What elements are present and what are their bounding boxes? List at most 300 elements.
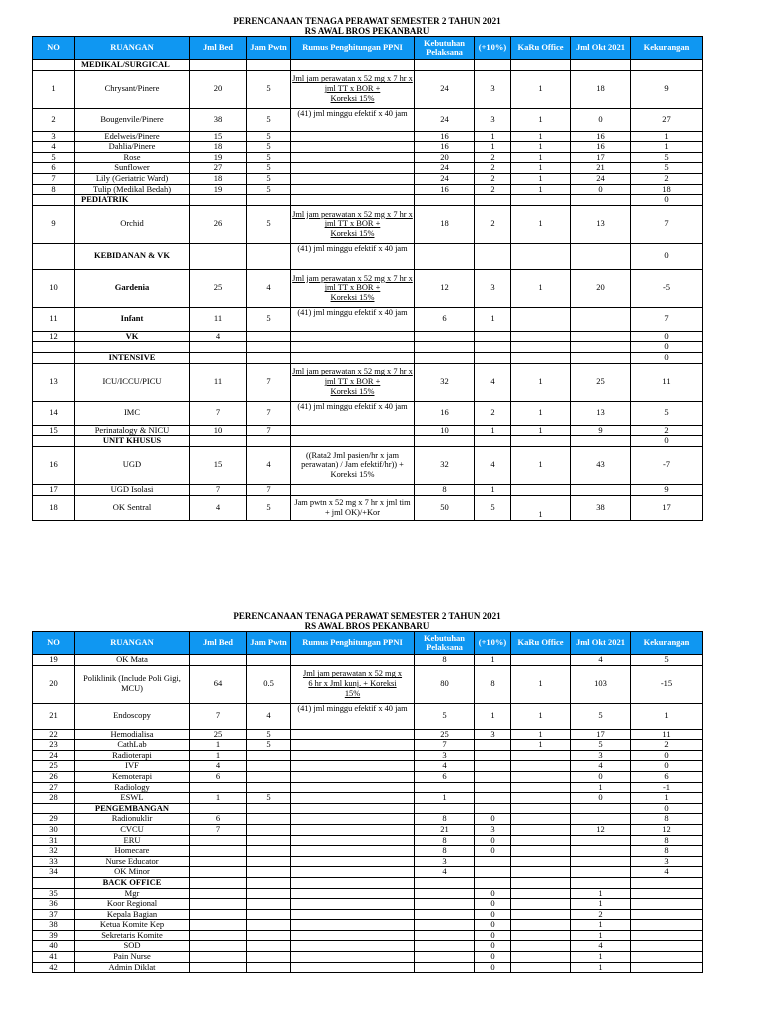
col-no: NO <box>33 37 75 60</box>
table-cell <box>631 941 703 952</box>
table-cell: IVF <box>75 761 190 772</box>
table-cell: Nurse Educator <box>75 856 190 867</box>
table-cell <box>511 909 571 920</box>
table-cell: 1 <box>631 142 703 153</box>
section-kebidanan: KEBIDANAN & VK <box>75 243 190 269</box>
table-cell: 0 <box>475 920 511 931</box>
staffing-table-2 <box>32 631 703 973</box>
table-row <box>33 814 703 825</box>
table-cell <box>511 888 571 899</box>
table-cell <box>475 867 511 878</box>
table-cell: 9 <box>631 484 703 495</box>
table-row <box>33 824 703 835</box>
table-row <box>33 740 703 751</box>
table-cell: 30 <box>33 824 75 835</box>
table-cell <box>631 899 703 910</box>
table-cell: CVCU <box>75 824 190 835</box>
section-back-office: BACK OFFICE <box>75 877 190 888</box>
table-row <box>33 307 703 331</box>
table-cell <box>511 867 571 878</box>
table-cell: 6 <box>415 307 475 331</box>
table-cell: 17 <box>33 484 75 495</box>
table-cell: 32 <box>415 446 475 484</box>
table-cell: 27 <box>631 108 703 131</box>
table-cell: 12 <box>571 824 631 835</box>
table-cell <box>475 793 511 804</box>
table-cell: 1 <box>571 782 631 793</box>
table-cell: 0 <box>475 899 511 910</box>
table-cell <box>511 655 571 666</box>
table-cell: 0 <box>475 888 511 899</box>
table-cell: 32 <box>415 363 475 401</box>
table-cell: 5 <box>247 163 291 174</box>
table-cell <box>247 867 291 878</box>
table-cell: Kemoterapi <box>75 771 190 782</box>
table-cell: 1 <box>475 142 511 153</box>
page-2 <box>32 611 702 973</box>
section-row <box>33 436 703 447</box>
table-cell <box>247 930 291 941</box>
table-cell: 25 <box>415 729 475 740</box>
table-cell: 1 <box>475 703 511 729</box>
table-cell: 1 <box>511 363 571 401</box>
table-cell: Endoscopy <box>75 703 190 729</box>
table-cell: 5 <box>631 152 703 163</box>
table-cell: 4 <box>247 446 291 484</box>
table-cell: 9 <box>631 70 703 108</box>
col-no: NO <box>33 632 75 655</box>
table-cell: 0 <box>631 761 703 772</box>
table-cell <box>571 331 631 342</box>
section-pediatrik: PEDIATRIK <box>75 195 190 206</box>
table-cell: UGD Isolasi <box>75 484 190 495</box>
table-cell <box>475 331 511 342</box>
table-cell <box>291 729 415 740</box>
table-cell: 4 <box>571 655 631 666</box>
table-cell: 20 <box>571 269 631 307</box>
table-cell: Koor Regional <box>75 899 190 910</box>
table-cell: 1 <box>511 142 571 153</box>
table-cell <box>511 941 571 952</box>
table-cell: 2 <box>571 909 631 920</box>
table-cell: 6 <box>33 163 75 174</box>
col-kekurangan: Kekurangan <box>631 37 703 60</box>
table-cell: 11 <box>190 363 247 401</box>
table-cell: 24 <box>571 173 631 184</box>
table-cell: 5 <box>415 703 475 729</box>
page-1 <box>32 16 702 521</box>
table-cell <box>190 243 247 269</box>
table-cell: OK Minor <box>75 867 190 878</box>
table-cell: 8 <box>415 484 475 495</box>
formula-cell: (41) jml minggu efektif x 40 jam <box>291 401 415 425</box>
table-cell: 5 <box>247 152 291 163</box>
table-cell: 12 <box>631 824 703 835</box>
table-cell: 0 <box>631 243 703 269</box>
section-row <box>33 352 703 363</box>
table-cell: 27 <box>190 163 247 174</box>
table-row <box>33 70 703 108</box>
table-cell <box>415 920 475 931</box>
table-cell: 24 <box>415 70 475 108</box>
table-cell <box>475 750 511 761</box>
table-cell: 17 <box>571 729 631 740</box>
table-cell <box>190 352 247 363</box>
table-cell: 8 <box>631 835 703 846</box>
table-cell <box>475 60 511 71</box>
table-cell: Hemodialisa <box>75 729 190 740</box>
formula-cell: Jml jam perawatan x 52 mg x 7 hr x jml TT x BOR + Koreksi 15% <box>291 269 415 307</box>
table-cell: Poliklinik (Include Poli Gigi, MCU) <box>75 665 190 703</box>
table-cell <box>415 331 475 342</box>
table-cell: Pain Nurse <box>75 952 190 963</box>
table-cell <box>247 877 291 888</box>
table-cell: 16 <box>571 142 631 153</box>
table-cell: 7 <box>631 307 703 331</box>
table-cell: 9 <box>571 425 631 436</box>
table-cell: 3 <box>33 131 75 142</box>
table-cell: 32 <box>33 846 75 857</box>
table-row <box>33 941 703 952</box>
table-cell: 11 <box>190 307 247 331</box>
table-row <box>33 750 703 761</box>
table-cell: 12 <box>33 331 75 342</box>
table-cell: 5 <box>247 184 291 195</box>
table-cell: 25 <box>190 269 247 307</box>
table-cell: 27 <box>33 782 75 793</box>
table-cell: Perinatalogy & NICU <box>75 425 190 436</box>
table-cell <box>475 761 511 772</box>
table-cell: 34 <box>33 867 75 878</box>
table-cell: 8 <box>415 655 475 666</box>
table-row <box>33 184 703 195</box>
table-cell: 0 <box>631 750 703 761</box>
table-row <box>33 846 703 857</box>
formula-cell: (41) jml minggu efektif x 40 jam <box>291 243 415 269</box>
table-cell <box>33 436 75 447</box>
table-cell: 8 <box>415 814 475 825</box>
table-cell: ICU/ICCU/PICU <box>75 363 190 401</box>
table-cell <box>291 152 415 163</box>
table-cell: 16 <box>33 446 75 484</box>
table-cell: 1 <box>511 425 571 436</box>
table-cell: 1 <box>511 269 571 307</box>
table-cell: 20 <box>190 70 247 108</box>
table-cell: 7 <box>631 205 703 243</box>
table-cell: 8 <box>631 814 703 825</box>
table-cell <box>33 60 75 71</box>
table-cell <box>291 60 415 71</box>
table-cell <box>631 877 703 888</box>
table-cell <box>511 856 571 867</box>
table-cell <box>291 173 415 184</box>
table-cell: ESWL <box>75 793 190 804</box>
table-cell <box>247 824 291 835</box>
table-cell: 1 <box>475 131 511 142</box>
table-cell <box>247 888 291 899</box>
table-row <box>33 793 703 804</box>
table-row <box>33 729 703 740</box>
table-cell <box>291 331 415 342</box>
hospital-name: RS AWAL BROS PEKANBARU <box>304 621 430 631</box>
table-cell: 1 <box>571 962 631 973</box>
table-row <box>33 205 703 243</box>
table-cell <box>190 962 247 973</box>
table-cell: 4 <box>190 761 247 772</box>
table-row <box>33 771 703 782</box>
table-cell <box>511 195 571 206</box>
table-cell <box>291 888 415 899</box>
table-cell: 19 <box>190 184 247 195</box>
col-jml-bed: Jml Bed <box>190 632 247 655</box>
table-cell: Homecare <box>75 846 190 857</box>
table-cell <box>247 846 291 857</box>
table-cell: Gardenia <box>75 269 190 307</box>
table-cell <box>475 342 511 353</box>
table-cell: 0 <box>475 846 511 857</box>
table-cell <box>247 243 291 269</box>
table-cell: 7 <box>190 703 247 729</box>
table-cell <box>631 888 703 899</box>
table-cell: 5 <box>571 740 631 751</box>
table-row <box>33 173 703 184</box>
table-cell: 8 <box>415 846 475 857</box>
table-cell: 7 <box>247 363 291 401</box>
table-cell: 39 <box>33 930 75 941</box>
table-cell <box>291 425 415 436</box>
table-cell <box>571 352 631 363</box>
table-cell: 0 <box>475 962 511 973</box>
table-cell: 0 <box>475 952 511 963</box>
table-cell: 6 <box>415 771 475 782</box>
table-cell: 1 <box>571 920 631 931</box>
table-cell <box>291 142 415 153</box>
table-cell <box>247 342 291 353</box>
table-cell: 0 <box>631 803 703 814</box>
table-cell: ERU <box>75 835 190 846</box>
table-cell <box>247 803 291 814</box>
table-cell: 2 <box>631 425 703 436</box>
table-cell: 1 <box>475 484 511 495</box>
table-cell: SOD <box>75 941 190 952</box>
table-cell: 25 <box>571 363 631 401</box>
table-cell: 4 <box>33 142 75 153</box>
table-cell: 5 <box>247 205 291 243</box>
table-cell <box>631 920 703 931</box>
table-cell: 5 <box>247 142 291 153</box>
col-karu: KaRu Office <box>511 37 571 60</box>
table-cell <box>571 814 631 825</box>
section-pengembangan: PENGEMBANGAN <box>75 803 190 814</box>
table-cell <box>511 962 571 973</box>
table-cell <box>511 846 571 857</box>
table-cell: 3 <box>475 824 511 835</box>
table-cell: 6 <box>631 771 703 782</box>
table-cell: 15 <box>190 446 247 484</box>
table-cell <box>511 352 571 363</box>
table-cell <box>291 899 415 910</box>
table-cell <box>415 962 475 973</box>
table-row <box>33 856 703 867</box>
table-cell <box>190 930 247 941</box>
table-cell: 3 <box>475 70 511 108</box>
table-row <box>33 835 703 846</box>
table-cell <box>291 920 415 931</box>
table-cell <box>247 771 291 782</box>
table-cell: 1 <box>511 665 571 703</box>
document-title: PERENCANAAN TENAGA PERAWAT SEMESTER 2 TAHUN 2021 <box>233 16 501 26</box>
table-cell: 11 <box>631 729 703 740</box>
table-cell <box>475 856 511 867</box>
table-row <box>33 952 703 963</box>
table-cell <box>291 740 415 751</box>
table-row <box>33 142 703 153</box>
table-cell <box>415 195 475 206</box>
table-cell: 4 <box>571 941 631 952</box>
table-cell: 0 <box>475 814 511 825</box>
table-cell: 2 <box>475 163 511 174</box>
table-cell <box>247 920 291 931</box>
table-cell <box>511 436 571 447</box>
table-cell <box>190 60 247 71</box>
table-cell: 64 <box>190 665 247 703</box>
table-cell: 7 <box>247 425 291 436</box>
table-cell <box>247 952 291 963</box>
table-cell: 1 <box>631 703 703 729</box>
table-cell: 1 <box>511 740 571 751</box>
table-cell: 4 <box>571 761 631 772</box>
table-cell <box>571 846 631 857</box>
table-cell: 19 <box>33 655 75 666</box>
table-cell: 8 <box>33 184 75 195</box>
table-cell: 4 <box>247 703 291 729</box>
table-cell: 5 <box>247 307 291 331</box>
table-cell: Bougenvile/Pinere <box>75 108 190 131</box>
table-cell: 7 <box>190 824 247 835</box>
table-cell: 80 <box>415 665 475 703</box>
table-cell: Radioterapi <box>75 750 190 761</box>
hospital-name: RS AWAL BROS PEKANBARU <box>304 26 430 36</box>
table-cell: 26 <box>190 205 247 243</box>
table-cell <box>511 761 571 772</box>
table-cell: 18 <box>415 205 475 243</box>
table-cell: 13 <box>33 363 75 401</box>
formula-cell: Jml jam perawatan x 52 mg x 7 hr x jml TT x BOR + Koreksi 15% <box>291 363 415 401</box>
table-cell <box>511 793 571 804</box>
table-cell: Edelweis/Pinere <box>75 131 190 142</box>
table-cell: 7 <box>190 401 247 425</box>
table-cell <box>33 877 75 888</box>
table-cell <box>291 814 415 825</box>
table-cell: Infant <box>75 307 190 331</box>
table-cell: 26 <box>33 771 75 782</box>
table-row <box>33 920 703 931</box>
table-cell <box>571 867 631 878</box>
table-cell: 6 <box>190 771 247 782</box>
table-cell <box>291 761 415 772</box>
table-cell: 20 <box>33 665 75 703</box>
table-cell: 19 <box>190 152 247 163</box>
table-cell <box>475 352 511 363</box>
table-cell: 3 <box>631 856 703 867</box>
table-cell: 1 <box>511 163 571 174</box>
table-cell <box>511 331 571 342</box>
table-cell <box>291 163 415 174</box>
table-cell: 22 <box>33 729 75 740</box>
table-cell <box>475 436 511 447</box>
table-cell <box>415 352 475 363</box>
table-cell: 3 <box>571 750 631 761</box>
table-cell <box>190 877 247 888</box>
table-row <box>33 342 703 353</box>
table-cell: 6 <box>190 814 247 825</box>
table-cell <box>511 835 571 846</box>
table-cell: 7 <box>33 173 75 184</box>
table-cell <box>571 342 631 353</box>
table-cell: 5 <box>247 131 291 142</box>
col-karu: KaRu Office <box>511 632 571 655</box>
table-cell: 5 <box>475 495 511 520</box>
table-cell <box>291 962 415 973</box>
staffing-table-1 <box>32 36 703 521</box>
table-cell <box>571 484 631 495</box>
table-cell: 0 <box>475 941 511 952</box>
table-cell: 0 <box>631 331 703 342</box>
table-cell <box>475 740 511 751</box>
table-cell: 7 <box>415 740 475 751</box>
table-cell: 25 <box>33 761 75 772</box>
table-cell: 1 <box>511 446 571 484</box>
table-row <box>33 899 703 910</box>
table-cell: 0 <box>475 835 511 846</box>
table-cell: 16 <box>415 142 475 153</box>
formula-cell: (41) jml minggu efektif x 40 jam <box>291 703 415 729</box>
table-cell: 36 <box>33 899 75 910</box>
table-cell: 17 <box>631 495 703 520</box>
table-cell: Kepala Bagian <box>75 909 190 920</box>
table-cell: 8 <box>475 665 511 703</box>
table-cell <box>511 750 571 761</box>
table-cell <box>511 243 571 269</box>
table-cell <box>190 920 247 931</box>
table-cell <box>415 888 475 899</box>
col-jml-okt: Jml Okt 2021 <box>571 37 631 60</box>
table-cell <box>291 930 415 941</box>
table-cell: -5 <box>631 269 703 307</box>
table-cell: 4 <box>415 867 475 878</box>
table-cell <box>75 342 190 353</box>
table-cell <box>33 803 75 814</box>
table-cell: 0 <box>475 909 511 920</box>
table-cell <box>190 436 247 447</box>
col-ruangan: RUANGAN <box>75 37 190 60</box>
table-cell <box>190 655 247 666</box>
table-cell: 2 <box>475 152 511 163</box>
table-cell: 0 <box>571 108 631 131</box>
formula-cell: Jml jam perawatan x 52 mg x 7 hr x jml TT x BOR + Koreksi 15% <box>291 205 415 243</box>
table-cell <box>415 877 475 888</box>
table-cell <box>33 243 75 269</box>
table-cell: 0 <box>631 352 703 363</box>
table-cell <box>475 782 511 793</box>
table-cell: 20 <box>415 152 475 163</box>
table-cell <box>291 436 415 447</box>
table-cell: Tulip (Medikal Bedah) <box>75 184 190 195</box>
table-cell: 10 <box>190 425 247 436</box>
table-cell: 12 <box>415 269 475 307</box>
table-cell: 1 <box>190 740 247 751</box>
table-cell <box>33 195 75 206</box>
